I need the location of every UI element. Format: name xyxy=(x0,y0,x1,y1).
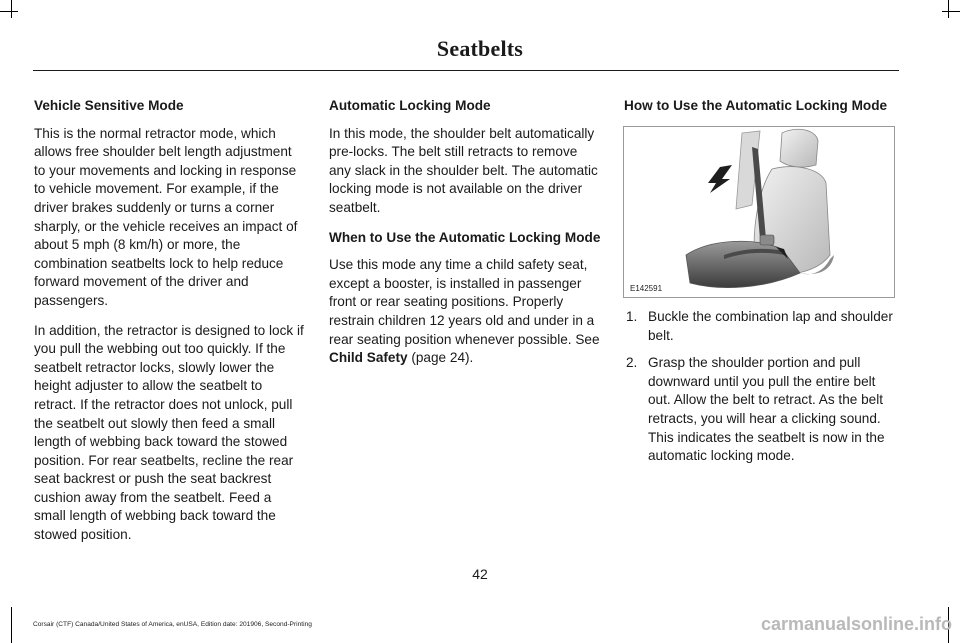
header-rule xyxy=(33,70,899,71)
figure-code: E142591 xyxy=(630,284,663,293)
crop-mark-bottom-left-v xyxy=(11,607,12,643)
step-number: 1. xyxy=(626,309,638,324)
page-reference: (page 24). xyxy=(407,350,474,366)
crop-mark-top-left-v xyxy=(11,0,12,18)
list-item xyxy=(624,354,896,466)
paragraph-with-reference xyxy=(329,256,601,368)
section-heading: Automatic Locking Mode xyxy=(329,98,491,113)
steps-container xyxy=(624,308,896,475)
page-title: Seatbelts xyxy=(436,36,524,61)
page-number: 42 xyxy=(472,566,488,582)
step-text: Grasp the shoulder portion and pull downward until you pull the entire belt out. Allow the belt to retract. As the belt retracts, you will hear a clicking sound. This indicates the seatbelt is now in the automatic locking mode. xyxy=(648,355,885,464)
seat-belt-illustration xyxy=(624,127,894,297)
step-number: 2. xyxy=(626,355,638,371)
crop-mark-top-right-h xyxy=(942,11,960,12)
section-heading: How to Use the Automatic Locking Mode xyxy=(624,98,888,113)
paragraph: In addition, the retractor is designed to lock if you pull the webbing out too quickly. If the seatbelt retractor locks, slowly lower the height adjuster to allow the seatbelt to retract. If the retractor does not unlock, pull the seatbelt out slowly then feed a small length of webbing back toward the stowed position. For rear seatbelts, recline the rear seat backrest or push the seat backrest cushion away from the seatbelt. Feed a small length of webbing back toward the stowed position. xyxy=(34,322,304,543)
step-text: Buckle the combination lap and shoulder belt. xyxy=(648,309,893,343)
list-item xyxy=(624,308,896,345)
seat-illustration xyxy=(623,126,895,298)
column-how-to-use xyxy=(624,97,896,125)
crop-mark-top-left-h xyxy=(0,11,18,12)
paragraph: This is the normal retractor mode, which allows free shoulder belt length adjustment to your movements and locking in response to vehicle movement. For example, if the driver brakes suddenly or turns a corner sharply, or the vehicle receives an impact of about 5 mph (8 km/h) or more, the combination seatbelts lock to help reduce forward movement of the driver and passengers. xyxy=(34,125,298,308)
column-vehicle-sensitive-mode xyxy=(34,97,306,556)
child-safety-link[interactable]: Child Safety xyxy=(329,350,408,366)
section-heading: Vehicle Sensitive Mode xyxy=(34,98,184,113)
crop-mark-top-right-v xyxy=(948,0,949,18)
section-heading: When to Use the Automatic Locking Mode xyxy=(329,229,601,245)
footer-edition-info: Corsair (CTF) Canada/United States of America, enUSA, Edition date: 201906, Second-Printing xyxy=(33,621,312,628)
steps-list xyxy=(624,308,896,466)
column-automatic-locking-mode xyxy=(329,97,601,379)
paragraph: In this mode, the shoulder belt automatically pre-locks. The belt still retracts to remove any slack in the shoulder belt. The automatic locking mode is not available on the driver seatbelt. xyxy=(329,125,598,215)
watermark: carmanualsonline.info xyxy=(760,614,952,634)
paragraph-text: Use this mode any time a child safety seat, except a booster, is installed in passenger front or rear seating positions. Properly restrain children 12 years old and under in a rear seating position whenever possible. See xyxy=(329,257,600,347)
